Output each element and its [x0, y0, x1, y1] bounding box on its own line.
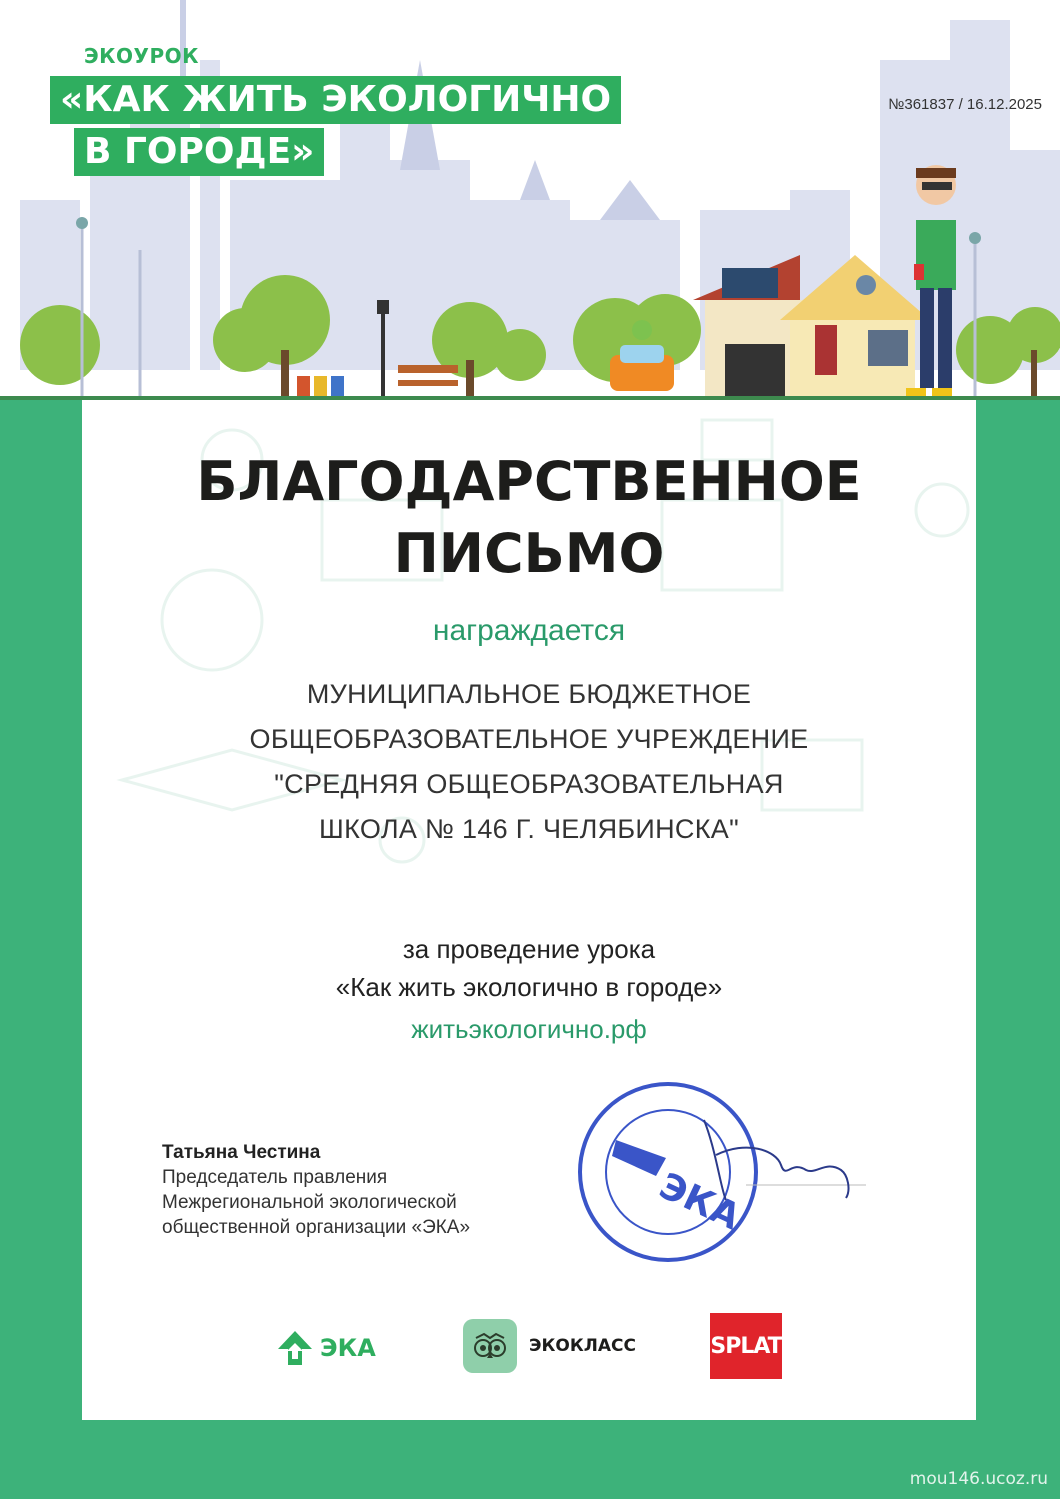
splat-logo	[710, 1313, 782, 1379]
document-number: №361837 / 16.12.2025	[888, 96, 1042, 113]
lesson-title-line1: «КАК ЖИТЬ ЭКОЛОГИЧНО	[50, 76, 621, 124]
lesson-title	[50, 76, 621, 176]
eka-logo-text: ЭКА	[320, 1334, 376, 1362]
tree-arrow-icon	[276, 1329, 314, 1367]
website-link[interactable]: житьэкологично.рф	[411, 1014, 647, 1044]
signatory-name: Татьяна Честина	[162, 1142, 321, 1163]
owl-icon	[463, 1319, 517, 1373]
recipient-line: ШКОЛА № 146 Г. ЧЕЛЯБИНСКА"	[319, 814, 739, 844]
reason-line1: за проведение урока	[402, 934, 656, 964]
splat-logo-text: SPLAT	[710, 1333, 782, 1359]
recipient-line: ОБЩЕОБРАЗОВАТЕЛЬНОЕ УЧРЕЖДЕНИЕ	[249, 724, 809, 754]
recipient-organization	[82, 672, 976, 852]
ekoklass-logo	[463, 1319, 636, 1373]
watermark: mou146.ucoz.ru	[909, 1469, 1048, 1489]
reason-line2: «Как жить экологично в городе»	[335, 972, 723, 1002]
ekoklass-logo-text: ЭКОКЛАСС	[529, 1336, 636, 1356]
signatory-position-line: общественной организации «ЭКА»	[162, 1217, 471, 1238]
eka-logo	[276, 1329, 376, 1367]
recipient-line: МУНИЦИПАЛЬНОЕ БЮДЖЕТНОЕ	[306, 679, 752, 709]
awarded-label: награждается	[432, 614, 626, 647]
recipient-line: "СРЕДНЯЯ ОБЩЕОБРАЗОВАТЕЛЬНАЯ	[274, 769, 784, 799]
letter-title-line2: ПИСЬМО	[393, 522, 665, 585]
signatory-block	[162, 1140, 470, 1240]
official-stamp-with-signature	[576, 1080, 866, 1280]
signatory-position-line: Председатель правления	[162, 1167, 388, 1188]
header-illustration	[0, 0, 1060, 400]
letter-title-line1: БЛАГОДАРСТВЕННОЕ	[196, 450, 862, 513]
stamp-center-text: ЭКА	[652, 1165, 747, 1239]
letter-card	[82, 400, 976, 1420]
lesson-title-line2: В ГОРОДЕ»	[74, 128, 324, 176]
signatory-position-line: Межрегиональной экологической	[162, 1192, 457, 1213]
lesson-label: ЭКОУРОК	[84, 44, 199, 68]
partner-logos	[82, 1305, 976, 1395]
award-reason	[82, 930, 976, 1006]
